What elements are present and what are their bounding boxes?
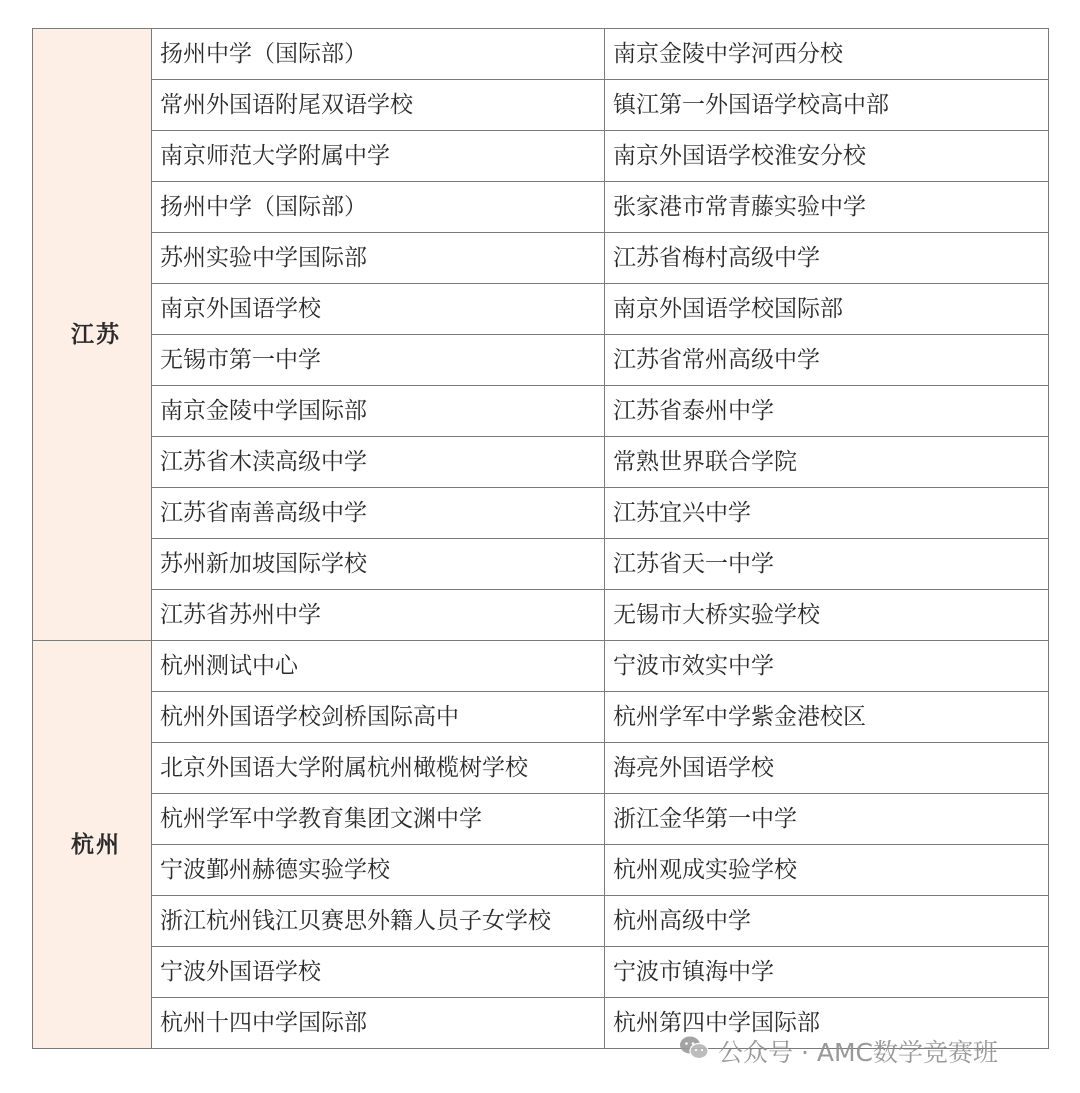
school-cell-left: 扬州中学（国际部） <box>152 29 605 80</box>
table-row <box>33 488 1049 539</box>
table-row <box>33 182 1049 233</box>
school-cell-right: 杭州观成实验学校 <box>605 845 1049 896</box>
table-row <box>33 386 1049 437</box>
school-cell-left: 江苏省木渎高级中学 <box>152 437 605 488</box>
wechat-icon <box>678 1034 710 1068</box>
school-cell-right: 江苏省天一中学 <box>605 539 1049 590</box>
table-row <box>33 539 1049 590</box>
school-cell-right: 江苏省梅村高级中学 <box>605 233 1049 284</box>
watermark-text: 公众号 · AMC数学竞赛班 <box>718 1038 998 1067</box>
school-cell-left: 江苏省苏州中学 <box>152 590 605 641</box>
school-cell-left: 宁波鄞州赫德实验学校 <box>152 845 605 896</box>
table-row <box>33 131 1049 182</box>
school-cell-left: 南京金陵中学国际部 <box>152 386 605 437</box>
table-row <box>33 233 1049 284</box>
table-row <box>33 947 1049 998</box>
school-cell-left: 南京外国语学校 <box>152 284 605 335</box>
school-cell-right: 南京金陵中学河西分校 <box>605 29 1049 80</box>
school-cell-left: 扬州中学（国际部） <box>152 182 605 233</box>
school-cell-left: 杭州测试中心 <box>152 641 605 692</box>
table-row <box>33 692 1049 743</box>
school-cell-right: 杭州第四中学国际部 <box>605 998 1049 1049</box>
watermark <box>678 1034 998 1068</box>
region-label: 江苏 <box>33 29 152 641</box>
school-cell-left: 苏州新加坡国际学校 <box>152 539 605 590</box>
school-table-body <box>33 29 1049 1049</box>
table-row <box>33 794 1049 845</box>
table-row <box>33 284 1049 335</box>
school-cell-left: 常州外国语附尾双语学校 <box>152 80 605 131</box>
school-cell-right: 南京外国语学校国际部 <box>605 284 1049 335</box>
school-cell-left: 南京师范大学附属中学 <box>152 131 605 182</box>
school-cell-right: 江苏宜兴中学 <box>605 488 1049 539</box>
school-cell-right: 镇江第一外国语学校高中部 <box>605 80 1049 131</box>
school-cell-right: 无锡市大桥实验学校 <box>605 590 1049 641</box>
school-cell-right: 宁波市镇海中学 <box>605 947 1049 998</box>
school-cell-right: 张家港市常青藤实验中学 <box>605 182 1049 233</box>
table-row <box>33 743 1049 794</box>
school-cell-left: 江苏省南善高级中学 <box>152 488 605 539</box>
school-cell-right: 海亮外国语学校 <box>605 743 1049 794</box>
school-cell-right: 南京外国语学校淮安分校 <box>605 131 1049 182</box>
school-cell-right: 浙江金华第一中学 <box>605 794 1049 845</box>
school-table <box>32 28 1049 1049</box>
school-cell-right: 杭州学军中学紫金港校区 <box>605 692 1049 743</box>
table-row <box>33 80 1049 131</box>
school-cell-left: 杭州学军中学教育集团文渊中学 <box>152 794 605 845</box>
school-cell-left: 杭州外国语学校剑桥国际高中 <box>152 692 605 743</box>
school-cell-right: 杭州高级中学 <box>605 896 1049 947</box>
school-cell-right: 宁波市效实中学 <box>605 641 1049 692</box>
school-cell-right: 常熟世界联合学院 <box>605 437 1049 488</box>
school-cell-left: 北京外国语大学附属杭州橄榄树学校 <box>152 743 605 794</box>
table-row <box>33 437 1049 488</box>
school-cell-right: 江苏省泰州中学 <box>605 386 1049 437</box>
school-cell-left: 无锡市第一中学 <box>152 335 605 386</box>
table-row <box>33 896 1049 947</box>
school-cell-left: 苏州实验中学国际部 <box>152 233 605 284</box>
region-label: 杭州 <box>33 641 152 1049</box>
table-row <box>33 641 1049 692</box>
table-row <box>33 590 1049 641</box>
table-row <box>33 335 1049 386</box>
school-cell-left: 杭州十四中学国际部 <box>152 998 605 1049</box>
table-row <box>33 845 1049 896</box>
table-row <box>33 29 1049 80</box>
school-cell-left: 浙江杭州钱江贝赛思外籍人员子女学校 <box>152 896 605 947</box>
school-cell-left: 宁波外国语学校 <box>152 947 605 998</box>
school-cell-right: 江苏省常州高级中学 <box>605 335 1049 386</box>
